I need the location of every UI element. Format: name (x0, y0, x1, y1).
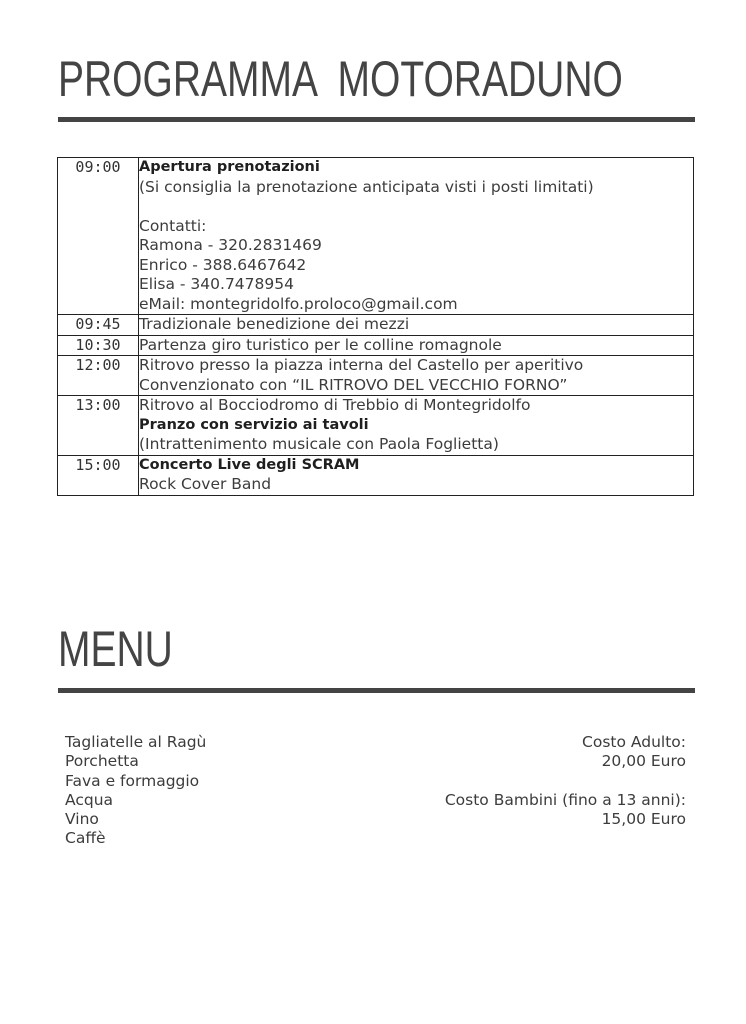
adult-price-label: Costo Adulto: (582, 733, 686, 751)
contact-email: eMail: montegridolfo.proloco@gmail.com (139, 294, 458, 313)
table-row (58, 158, 694, 315)
contact-phone: Ramona - 320.2831469 (139, 236, 322, 254)
menu-item: Porchetta (65, 752, 139, 771)
program-description (139, 356, 694, 396)
menu-item: Acqua (65, 790, 114, 809)
program-time: 13:00 (58, 396, 139, 456)
menu-list (65, 733, 206, 849)
program-time: 15:00 (58, 455, 139, 495)
program-line: (Intrattenimento musicale con Paola Foglietta) (139, 435, 499, 453)
program-line: Apertura prenotazioni (139, 159, 320, 175)
menu-item: Tagliatelle al Ragù (65, 733, 207, 751)
program-line: Ritrovo presso la piazza interna del Castello per aperitivo (139, 356, 584, 374)
menu-item: Vino (65, 810, 99, 829)
menu-item: Fava e formaggio (65, 771, 200, 790)
contact-phone: Elisa - 340.7478954 (139, 275, 294, 293)
program-time: 12:00 (58, 356, 139, 396)
program-time: 09:00 (58, 158, 139, 315)
contact-phone: Enrico - 388.6467642 (139, 255, 307, 274)
program-time: 09:45 (58, 315, 139, 336)
program-table (57, 157, 694, 496)
table-row (58, 335, 694, 356)
title-divider (58, 117, 695, 122)
children-price: 15,00 Euro (601, 810, 686, 829)
table-row (58, 455, 694, 495)
menu-heading: MENU (58, 621, 173, 677)
table-row (58, 396, 694, 456)
program-line: Tradizionale benedizione dei mezzi (139, 315, 410, 333)
program-line: (Si consiglia la prenotazione anticipata visti i posti limitati) (139, 177, 594, 196)
program-description (139, 396, 694, 456)
program-line: Ritrovo al Bocciodromo di Trebbio di Montegridolfo (139, 396, 531, 414)
table-row (58, 356, 694, 396)
children-price-label: Costo Bambini (fino a 13 anni): (444, 790, 686, 809)
contacts-label: Contatti: (139, 216, 207, 235)
program-description (139, 455, 694, 495)
price-list (445, 733, 686, 829)
menu-item: Caffè (65, 829, 106, 848)
program-description (139, 315, 694, 336)
program-line: Rock Cover Band (139, 475, 272, 493)
program-description (139, 158, 694, 315)
adult-price: 20,00 Euro (601, 752, 686, 771)
page-title: PROGRAMMA MOTORADUNO (58, 51, 623, 107)
menu-divider (58, 688, 695, 693)
program-line: Partenza giro turistico per le colline romagnole (139, 335, 502, 354)
program-description (139, 335, 694, 356)
program-line: Convenzionato con “IL RITROVO DEL VECCHIO FORNO” (139, 375, 568, 394)
program-time: 10:30 (58, 335, 139, 356)
table-row (58, 315, 694, 336)
program-line: Concerto Live degli SCRAM (139, 456, 360, 473)
program-line: Pranzo con servizio ai tavoli (139, 416, 369, 433)
